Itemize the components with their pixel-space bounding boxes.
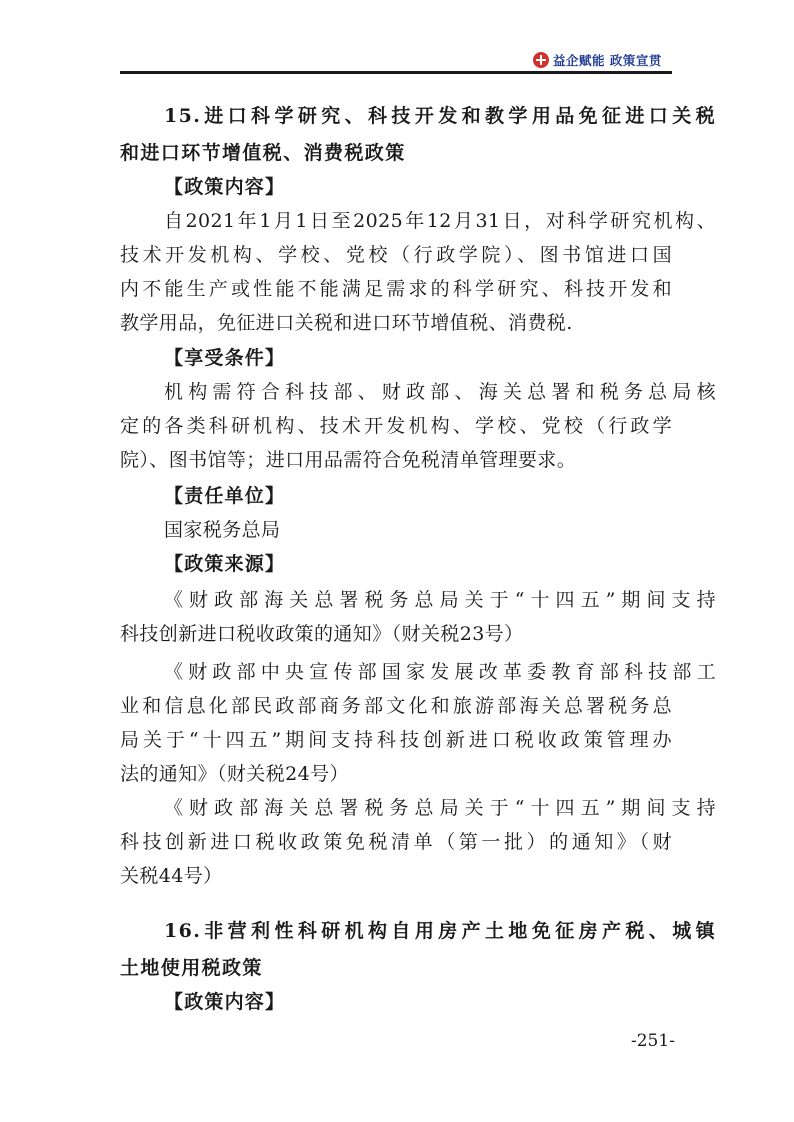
policy15-source2-line: 业和信息化部民政部商务部文化和旅游部海关总署税务总 — [120, 695, 672, 717]
brand-logo-icon — [533, 52, 549, 68]
brand-text: 益企赋能 政策宣贯 — [553, 53, 662, 68]
policy15-source3-line: 关税44号） — [120, 865, 223, 887]
policy15-content-heading: 【政策内容】 — [164, 176, 286, 198]
policy15-condition-line: 定的各类科研机构、技术开发机构、学校、党校（行政学 — [120, 415, 672, 437]
policy15-source3-line: 科技创新进口税收政策免税清单（第一批）的通知》（财 — [120, 831, 672, 853]
policy15-content-line: 自2021年1月1日至2025年12月31日，对科学研究机构、 — [164, 210, 716, 232]
policy16-content-heading: 【政策内容】 — [164, 991, 286, 1013]
header-brand — [533, 51, 662, 69]
page-number: -251- — [631, 1031, 675, 1051]
policy16-title-line1: 16.非营利性科研机构自用房产土地免征房产税、城镇 — [164, 920, 716, 942]
policy15-source1-line: 《财政部海关总署税务总局关于“十四五”期间支持 — [164, 589, 716, 611]
policy15-condition-heading: 【享受条件】 — [164, 347, 286, 369]
policy15-unit-heading: 【责任单位】 — [164, 485, 286, 507]
policy15-source3-line: 《财政部海关总署税务总局关于“十四五”期间支持 — [164, 797, 716, 819]
policy15-title-line1: 15.进口科学研究、科技开发和教学用品免征进口关税 — [164, 105, 716, 127]
policy15-source-heading: 【政策来源】 — [164, 553, 286, 575]
policy16-title-line2: 土地使用税政策 — [120, 957, 263, 979]
policy15-title-line2: 和进口环节增值税、消费税政策 — [120, 142, 406, 164]
policy15-content-line: 内不能生产或性能不能满足需求的科学研究、科技开发和 — [120, 278, 672, 300]
policy15-source2-line: 局关于“十四五”期间支持科技创新进口税收政策管理办 — [120, 729, 672, 751]
policy15-source1-line: 科技创新进口税收政策的通知》（财关税23号） — [120, 623, 524, 645]
policy15-source2-line: 法的通知》（财关税24号） — [120, 763, 349, 785]
header-divider — [120, 71, 672, 74]
policy15-unit-text: 国家税务总局 — [164, 519, 281, 541]
policy15-content-line: 技术开发机构、学校、党校（行政学院）、图书馆进口国 — [120, 244, 672, 266]
policy15-content-line: 教学用品，免征进口关税和进口环节增值税、消费税. — [120, 312, 573, 334]
policy15-condition-line: 院）、图书馆等；进口用品需符合免税清单管理要求。 — [120, 449, 577, 471]
policy15-condition-line: 机构需符合科技部、财政部、海关总署和税务总局核 — [164, 381, 716, 403]
policy15-source2-line: 《财政部中央宣传部国家发展改革委教育部科技部工 — [164, 661, 716, 683]
